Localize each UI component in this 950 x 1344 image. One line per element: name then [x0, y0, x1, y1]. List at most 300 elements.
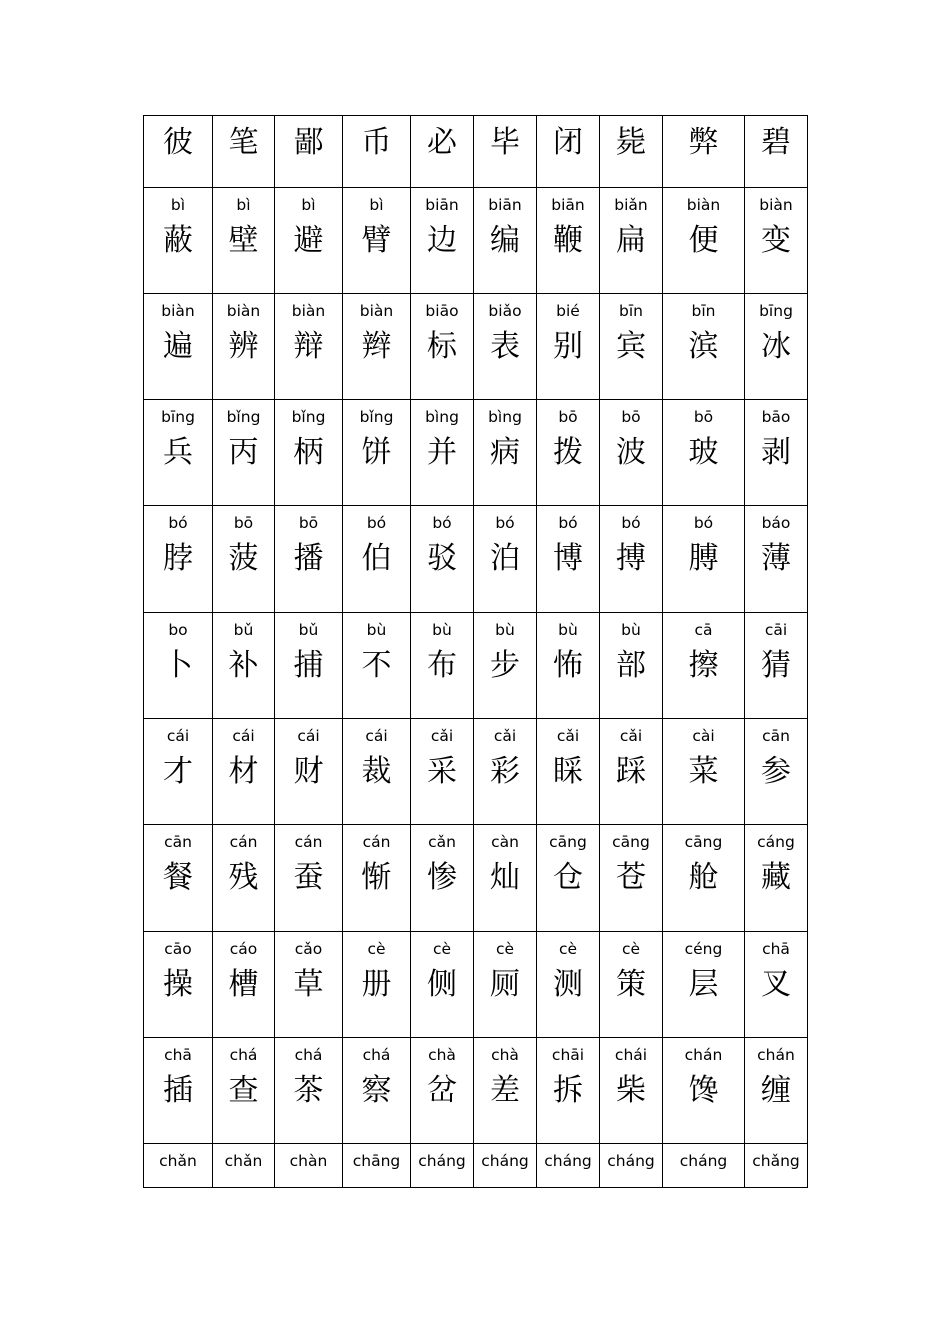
hanzi-character: 参 — [761, 754, 791, 789]
pinyin-label: cháng — [679, 1152, 728, 1170]
pinyin-label: bù — [621, 621, 641, 639]
hanzi-character: 膊 — [688, 541, 719, 576]
table-row — [144, 1144, 808, 1188]
hanzi-character: 伯 — [361, 541, 392, 576]
hanzi-character: 才 — [163, 754, 193, 789]
hanzi-character: 弊 — [688, 125, 719, 160]
hanzi-character: 播 — [293, 541, 324, 576]
pinyin-label: càn — [491, 833, 519, 851]
pinyin-label: bì — [301, 196, 316, 214]
character-cell — [663, 116, 745, 188]
hanzi-character: 剥 — [761, 435, 791, 470]
pinyin-label: biàn — [759, 196, 793, 214]
hanzi-character: 鞭 — [553, 223, 583, 258]
character-cell — [144, 932, 213, 1038]
character-cell — [411, 932, 474, 1038]
hanzi-character: 波 — [616, 435, 646, 470]
pinyin-label: bó — [366, 514, 387, 532]
hanzi-character: 笔 — [228, 125, 259, 160]
table-row — [144, 825, 808, 932]
character-cell — [213, 116, 275, 188]
hanzi-character: 搏 — [616, 541, 646, 576]
character-cell — [213, 932, 275, 1038]
hanzi-character: 侧 — [427, 967, 457, 1002]
character-cell — [600, 1038, 663, 1144]
hanzi-character: 插 — [163, 1073, 193, 1108]
character-cell — [213, 506, 275, 613]
pinyin-label: cán — [229, 833, 258, 851]
hanzi-character: 采 — [427, 754, 457, 789]
hanzi-character: 表 — [490, 329, 520, 364]
hanzi-character: 碧 — [761, 125, 791, 160]
hanzi-character: 冰 — [761, 329, 791, 364]
character-cell — [537, 116, 600, 188]
pinyin-label: bō — [693, 408, 714, 426]
pinyin-label: chá — [294, 1046, 323, 1064]
hanzi-character: 薄 — [761, 541, 791, 576]
character-cell — [213, 1038, 275, 1144]
pinyin-label: bō — [621, 408, 641, 426]
pinyin-label: biān — [488, 196, 522, 214]
character-cell — [474, 1038, 537, 1144]
character-cell — [745, 613, 808, 719]
character-cell — [663, 613, 745, 719]
pinyin-label: cháng — [418, 1152, 466, 1170]
character-cell — [600, 294, 663, 400]
character-cell — [600, 506, 663, 613]
character-cell — [663, 506, 745, 613]
character-cell — [144, 294, 213, 400]
character-cell — [213, 400, 275, 506]
pinyin-label: cáng — [757, 833, 795, 851]
character-cell — [343, 294, 411, 400]
character-cell — [745, 1144, 808, 1188]
pinyin-label: biàn — [161, 302, 195, 320]
character-cell — [537, 400, 600, 506]
character-cell — [474, 1144, 537, 1188]
pinyin-label: cā — [694, 621, 713, 639]
character-cell — [745, 825, 808, 932]
pinyin-label: bó — [621, 514, 641, 532]
character-cell — [275, 825, 343, 932]
character-cell — [474, 825, 537, 932]
character-cell — [144, 1038, 213, 1144]
hanzi-character: 差 — [490, 1073, 520, 1108]
pinyin-label: chán — [757, 1046, 795, 1064]
pinyin-label: chán — [684, 1046, 723, 1064]
table-row — [144, 188, 808, 294]
pinyin-label: cán — [362, 833, 391, 851]
character-cell — [474, 116, 537, 188]
pinyin-label: bó — [693, 514, 714, 532]
pinyin-label: cāng — [684, 833, 723, 851]
character-cell — [411, 116, 474, 188]
hanzi-character: 草 — [293, 967, 324, 1002]
hanzi-character: 捕 — [293, 648, 324, 683]
character-cell — [343, 719, 411, 825]
hanzi-character: 踩 — [616, 754, 646, 789]
pinyin-label: cǎn — [428, 833, 456, 851]
character-cell — [474, 719, 537, 825]
character-cell — [474, 932, 537, 1038]
character-cell — [600, 613, 663, 719]
hanzi-character: 藏 — [761, 860, 791, 895]
hanzi-character: 宾 — [616, 329, 646, 364]
character-cell — [745, 506, 808, 613]
character-cell — [474, 613, 537, 719]
character-cell — [343, 613, 411, 719]
hanzi-character: 标 — [427, 329, 457, 364]
hanzi-character: 馋 — [688, 1073, 719, 1108]
character-cell — [600, 400, 663, 506]
character-cell — [144, 116, 213, 188]
character-cell — [144, 506, 213, 613]
hanzi-character: 彩 — [490, 754, 520, 789]
table-row — [144, 400, 808, 506]
pinyin-label: biān — [551, 196, 585, 214]
pinyin-label: cháng — [607, 1152, 655, 1170]
pinyin-label: chāi — [551, 1046, 585, 1064]
character-cell — [663, 825, 745, 932]
character-cell — [600, 1144, 663, 1188]
hanzi-character: 柄 — [293, 435, 324, 470]
hanzi-character: 边 — [427, 223, 457, 258]
hanzi-character: 辫 — [361, 329, 392, 364]
character-cell — [745, 932, 808, 1038]
pinyin-label: cǎi — [556, 727, 580, 745]
character-cell — [213, 719, 275, 825]
hanzi-character: 并 — [427, 435, 457, 470]
character-cell — [600, 188, 663, 294]
hanzi-character: 惭 — [361, 860, 392, 895]
hanzi-character: 菠 — [228, 541, 259, 576]
pinyin-label: bì — [236, 196, 251, 214]
hanzi-character: 厕 — [490, 967, 520, 1002]
character-cell — [474, 506, 537, 613]
hanzi-character: 遍 — [163, 329, 193, 364]
pinyin-label: cān — [164, 833, 192, 851]
hanzi-character: 编 — [490, 223, 520, 258]
character-cell — [663, 294, 745, 400]
pinyin-label: cán — [294, 833, 323, 851]
pinyin-label: bǐng — [226, 408, 261, 426]
hanzi-character: 槽 — [228, 967, 259, 1002]
character-cell — [537, 1038, 600, 1144]
pinyin-label: cǎi — [430, 727, 454, 745]
pinyin-label: bīng — [161, 408, 195, 426]
hanzi-character: 必 — [427, 125, 457, 160]
pinyin-label: cái — [365, 727, 388, 745]
pinyin-label: bù — [558, 621, 578, 639]
hanzi-character: 别 — [553, 329, 583, 364]
table-row — [144, 613, 808, 719]
pinyin-label: biǎn — [614, 196, 648, 214]
pinyin-label: bù — [432, 621, 452, 639]
table-row — [144, 1038, 808, 1144]
character-cell — [275, 1144, 343, 1188]
pinyin-label: biàn — [226, 302, 261, 320]
hanzi-character: 扁 — [616, 223, 646, 258]
hanzi-character: 舱 — [688, 860, 719, 895]
character-cell — [745, 116, 808, 188]
hanzi-character: 餐 — [163, 860, 193, 895]
pinyin-label: bīng — [759, 302, 793, 320]
character-cell — [537, 294, 600, 400]
pinyin-label: bǔ — [298, 621, 319, 639]
hanzi-character: 彼 — [163, 125, 193, 160]
pinyin-label: cǎi — [619, 727, 643, 745]
pinyin-label: bó — [558, 514, 578, 532]
pinyin-label: chǎn — [159, 1152, 197, 1170]
pinyin-label: bǐng — [359, 408, 394, 426]
hanzi-character: 拆 — [553, 1073, 583, 1108]
character-cell — [343, 116, 411, 188]
pinyin-label: cǎi — [493, 727, 517, 745]
character-cell — [663, 1144, 745, 1188]
character-cell — [600, 825, 663, 932]
hanzi-character: 卜 — [163, 648, 193, 683]
character-cell — [411, 1144, 474, 1188]
pinyin-label: céng — [684, 940, 723, 958]
pinyin-label: chàn — [289, 1152, 328, 1170]
character-cell — [474, 400, 537, 506]
table-row — [144, 294, 808, 400]
pinyin-label: bó — [495, 514, 515, 532]
pinyin-label: cái — [232, 727, 255, 745]
pinyin-label: cè — [621, 940, 641, 958]
hanzi-character: 猜 — [761, 648, 791, 683]
hanzi-character: 币 — [361, 125, 392, 160]
hanzi-character: 蚕 — [293, 860, 324, 895]
pinyin-label: bǔ — [233, 621, 254, 639]
character-cell — [537, 506, 600, 613]
hanzi-character: 测 — [553, 967, 583, 1002]
hanzi-character: 睬 — [553, 754, 583, 789]
character-cell — [663, 932, 745, 1038]
pinyin-label: báo — [761, 514, 791, 532]
pinyin-label: cān — [762, 727, 790, 745]
hanzi-character: 册 — [361, 967, 392, 1002]
pinyin-label: bó — [432, 514, 452, 532]
hanzi-character: 臂 — [361, 223, 392, 258]
character-cell — [343, 1038, 411, 1144]
hanzi-character: 不 — [361, 648, 392, 683]
pinyin-label: chǎng — [752, 1152, 800, 1170]
character-cell — [343, 825, 411, 932]
pinyin-label: cài — [692, 727, 715, 745]
hanzi-character: 层 — [688, 967, 719, 1002]
hanzi-character: 岔 — [427, 1073, 457, 1108]
hanzi-character: 怖 — [553, 648, 583, 683]
pinyin-label: chā — [164, 1046, 192, 1064]
pinyin-label: cāo — [164, 940, 192, 958]
pinyin-label: cái — [166, 727, 190, 745]
hanzi-character: 鄙 — [293, 125, 324, 160]
character-cell — [144, 719, 213, 825]
hanzi-character: 滨 — [688, 329, 719, 364]
character-cell — [411, 825, 474, 932]
pinyin-label: bō — [298, 514, 319, 532]
pinyin-label: cè — [558, 940, 578, 958]
pinyin-label: bù — [366, 621, 387, 639]
pinyin-label: cāng — [549, 833, 587, 851]
character-cell — [275, 400, 343, 506]
character-cell — [213, 188, 275, 294]
hanzi-character: 擦 — [688, 648, 719, 683]
pinyin-label: biàn — [686, 196, 721, 214]
character-cell — [537, 613, 600, 719]
character-cell — [144, 825, 213, 932]
pinyin-label: chá — [362, 1046, 391, 1064]
hanzi-character: 叉 — [761, 967, 791, 1002]
character-cell — [411, 1038, 474, 1144]
hanzi-character: 拨 — [553, 435, 583, 470]
hanzi-character: 财 — [293, 754, 324, 789]
character-cell — [213, 825, 275, 932]
hanzi-character: 仓 — [553, 860, 583, 895]
pinyin-label: cái — [297, 727, 320, 745]
pinyin-label: biāo — [425, 302, 459, 320]
pinyin-label: bì — [170, 196, 186, 214]
character-cell — [343, 400, 411, 506]
character-cell — [537, 825, 600, 932]
hanzi-character: 策 — [616, 967, 646, 1002]
hanzi-character: 部 — [616, 648, 646, 683]
character-cell — [213, 613, 275, 719]
pinyin-label: bō — [233, 514, 254, 532]
pinyin-label: chà — [428, 1046, 456, 1064]
character-cell — [600, 116, 663, 188]
pinyin-label: bié — [556, 302, 580, 320]
pinyin-label: chái — [614, 1046, 648, 1064]
hanzi-character: 布 — [427, 648, 457, 683]
hanzi-character: 驳 — [427, 541, 457, 576]
character-cell — [474, 294, 537, 400]
hanzi-character: 病 — [490, 435, 520, 470]
hanzi-character: 查 — [228, 1073, 259, 1108]
table-body — [144, 116, 808, 1188]
hanzi-character: 毕 — [490, 125, 520, 160]
character-cell — [537, 188, 600, 294]
hanzi-character: 菜 — [688, 754, 719, 789]
character-cell — [537, 932, 600, 1038]
hanzi-character: 博 — [553, 541, 583, 576]
hanzi-character: 苍 — [616, 860, 646, 895]
character-cell — [745, 719, 808, 825]
hanzi-character: 缠 — [761, 1073, 791, 1108]
character-cell — [537, 1144, 600, 1188]
character-cell — [275, 294, 343, 400]
character-cell — [745, 1038, 808, 1144]
pinyin-label: bì — [369, 196, 384, 214]
hanzi-character: 裁 — [361, 754, 392, 789]
character-cell — [275, 613, 343, 719]
character-cell — [144, 400, 213, 506]
hanzi-character: 柴 — [616, 1073, 646, 1108]
character-cell — [411, 400, 474, 506]
character-cell — [411, 719, 474, 825]
hanzi-character: 残 — [228, 860, 259, 895]
pinyin-label: biàn — [359, 302, 394, 320]
hanzi-character: 察 — [361, 1073, 392, 1108]
pinyin-label: bīn — [619, 302, 643, 320]
character-cell — [600, 719, 663, 825]
pinyin-label: cháng — [481, 1152, 529, 1170]
hanzi-character: 闭 — [553, 125, 583, 160]
pinyin-label: bo — [168, 621, 188, 639]
hanzi-character: 丙 — [228, 435, 259, 470]
character-cell — [144, 613, 213, 719]
character-cell — [275, 188, 343, 294]
character-cell — [343, 506, 411, 613]
hanzi-character: 便 — [688, 223, 719, 258]
pinyin-label: cè — [495, 940, 515, 958]
hanzi-character: 惨 — [427, 860, 457, 895]
character-cell — [663, 400, 745, 506]
character-cell — [663, 1038, 745, 1144]
pinyin-label: bǐng — [291, 408, 326, 426]
pinyin-label: bāo — [761, 408, 791, 426]
character-cell — [213, 294, 275, 400]
character-cell — [343, 188, 411, 294]
hanzi-character: 灿 — [490, 860, 520, 895]
pinyin-label: cǎo — [294, 940, 323, 958]
character-cell — [411, 613, 474, 719]
table-row — [144, 506, 808, 613]
hanzi-character: 操 — [163, 967, 193, 1002]
hanzi-character: 补 — [228, 648, 259, 683]
pinyin-label: chà — [491, 1046, 519, 1064]
hanzi-character: 兵 — [163, 435, 193, 470]
hanzi-character: 步 — [490, 648, 520, 683]
hanzi-character: 辩 — [293, 329, 324, 364]
pinyin-label: biàn — [291, 302, 326, 320]
table-row — [144, 719, 808, 825]
character-cell — [275, 719, 343, 825]
pinyin-label: chǎn — [224, 1152, 263, 1170]
pinyin-label: bō — [558, 408, 578, 426]
character-cell — [144, 1144, 213, 1188]
pinyin-label: cè — [367, 940, 386, 958]
pinyin-label: cáo — [229, 940, 258, 958]
pinyin-label: biǎo — [488, 302, 522, 320]
pinyin-label: chā — [762, 940, 790, 958]
character-cell — [745, 188, 808, 294]
character-cell — [537, 719, 600, 825]
hanzi-character: 材 — [228, 754, 259, 789]
character-cell — [275, 506, 343, 613]
hanzi-character: 辨 — [228, 329, 259, 364]
hanzi-character: 茶 — [293, 1073, 324, 1108]
pinyin-label: bìng — [425, 408, 459, 426]
character-cell — [144, 188, 213, 294]
pinyin-label: chāng — [352, 1152, 401, 1170]
character-cell — [600, 932, 663, 1038]
character-cell — [213, 1144, 275, 1188]
pinyin-character-table — [143, 115, 808, 1188]
character-cell — [411, 506, 474, 613]
hanzi-character: 壁 — [228, 223, 259, 258]
character-cell — [343, 1144, 411, 1188]
character-cell — [745, 400, 808, 506]
pinyin-label: chá — [229, 1046, 258, 1064]
character-cell — [275, 116, 343, 188]
pinyin-label: cháng — [544, 1152, 592, 1170]
hanzi-character: 避 — [293, 223, 324, 258]
table-row — [144, 932, 808, 1038]
pinyin-label: bó — [168, 514, 188, 532]
character-cell — [663, 719, 745, 825]
